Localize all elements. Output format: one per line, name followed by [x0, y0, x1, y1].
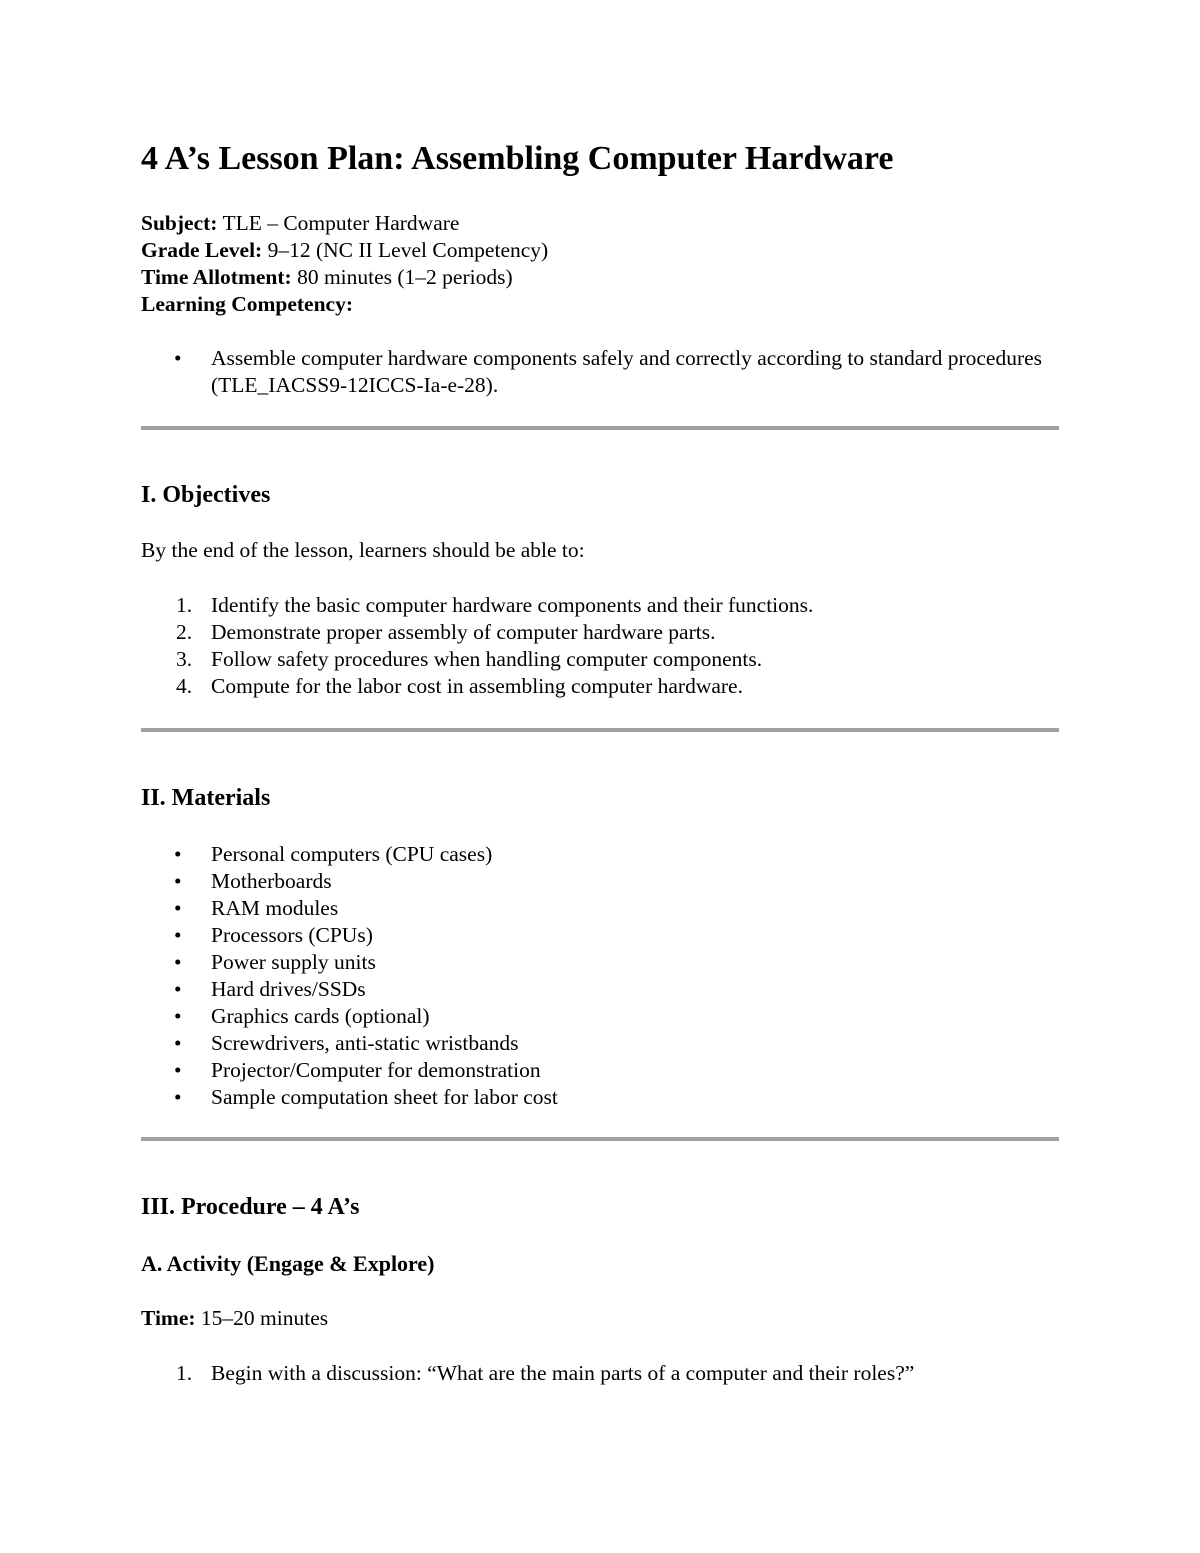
objectives-intro: By the end of the lesson, learners should be able to:: [141, 538, 585, 562]
bullet-icon: •: [174, 869, 182, 893]
competency-label: Learning Competency:: [141, 292, 353, 316]
item-text: Graphics cards (optional): [211, 1004, 430, 1028]
activity-steps-block: [141, 1360, 1059, 1387]
item-text: Personal computers (CPU cases): [211, 842, 493, 866]
list-item: [141, 646, 1059, 673]
subject-value: TLE – Computer Hardware: [222, 211, 460, 235]
list-item: [141, 1030, 1059, 1057]
bullet-icon: •: [174, 977, 182, 1001]
competency-row: [141, 291, 548, 318]
activity-time-label: Time:: [141, 1306, 196, 1330]
grade-label: Grade Level:: [141, 238, 263, 262]
bullet-icon: •: [174, 896, 182, 920]
list-item: [141, 1003, 1059, 1030]
item-text: Power supply units: [211, 950, 376, 974]
grade-row: [141, 237, 548, 264]
item-number: 1.: [176, 593, 193, 617]
item-text: Compute for the labor cost in assembling computer hardware.: [211, 674, 743, 698]
list-item: [141, 976, 1059, 1003]
time-label: Time Allotment:: [141, 265, 292, 289]
list-item: [141, 922, 1059, 949]
bullet-icon: •: [174, 1031, 182, 1055]
procedure-heading: III. Procedure – 4 A’s: [141, 1194, 360, 1220]
lesson-meta: [141, 210, 548, 318]
time-value: 80 minutes (1–2 periods): [297, 265, 513, 289]
list-item: [141, 1057, 1059, 1084]
list-item: [141, 673, 1059, 700]
materials-list: [141, 841, 1059, 1111]
materials-heading: II. Materials: [141, 785, 271, 811]
activity-steps-list: [141, 1360, 1059, 1387]
time-row: [141, 264, 548, 291]
item-text: Motherboards: [211, 869, 332, 893]
bullet-icon: •: [174, 1004, 182, 1028]
objectives-heading: I. Objectives: [141, 482, 271, 508]
subject-row: [141, 210, 548, 237]
item-text: Screwdrivers, anti-static wristbands: [211, 1031, 519, 1055]
grade-value: 9–12 (NC II Level Competency): [267, 238, 549, 262]
bullet-icon: •: [174, 346, 182, 370]
list-item: [141, 1084, 1059, 1111]
activity-time: [141, 1306, 328, 1331]
list-item: [141, 345, 1059, 399]
item-text: Identify the basic computer hardware components and their functions.: [211, 593, 814, 617]
list-item: [141, 895, 1059, 922]
list-item: [141, 1360, 1059, 1387]
item-text: Follow safety procedures when handling computer components.: [211, 647, 763, 671]
objectives-list-block: [141, 592, 1059, 700]
page-title: 4 A’s Lesson Plan: Assembling Computer Hardware: [141, 140, 894, 177]
subject-label: Subject:: [141, 211, 218, 235]
list-item: [141, 868, 1059, 895]
item-text: Processors (CPUs): [211, 923, 373, 947]
competency-list-block: [141, 345, 1059, 399]
item-number: 3.: [176, 647, 193, 671]
item-text: Hard drives/SSDs: [211, 977, 366, 1001]
activity-time-value: 15–20 minutes: [200, 1306, 329, 1330]
list-item: [141, 841, 1059, 868]
materials-list-block: [141, 841, 1059, 1111]
section-divider: [141, 728, 1059, 732]
item-number: 2.: [176, 620, 193, 644]
item-text: Begin with a discussion: “What are the main parts of a computer and their roles?”: [211, 1361, 915, 1385]
bullet-icon: •: [174, 842, 182, 866]
item-text: Projector/Computer for demonstration: [211, 1058, 541, 1082]
activity-heading: A. Activity (Engage & Explore): [141, 1251, 435, 1276]
bullet-icon: •: [174, 923, 182, 947]
competency-text: Assemble computer hardware components safely and correctly according to standard procedures (TLE_IACSS9-12ICCS-Ia-e-28).: [211, 346, 1043, 397]
item-text: RAM modules: [211, 896, 339, 920]
item-text: Sample computation sheet for labor cost: [211, 1085, 558, 1109]
bullet-icon: •: [174, 1085, 182, 1109]
list-item: [141, 619, 1059, 646]
list-item: [141, 949, 1059, 976]
bullet-icon: •: [174, 1058, 182, 1082]
list-item: [141, 592, 1059, 619]
item-text: Demonstrate proper assembly of computer hardware parts.: [211, 620, 716, 644]
item-number: 1.: [176, 1361, 193, 1385]
section-divider: [141, 1137, 1059, 1141]
section-divider: [141, 426, 1059, 430]
objectives-list: [141, 592, 1059, 700]
item-number: 4.: [176, 674, 193, 698]
competency-list: [141, 345, 1059, 399]
bullet-icon: •: [174, 950, 182, 974]
